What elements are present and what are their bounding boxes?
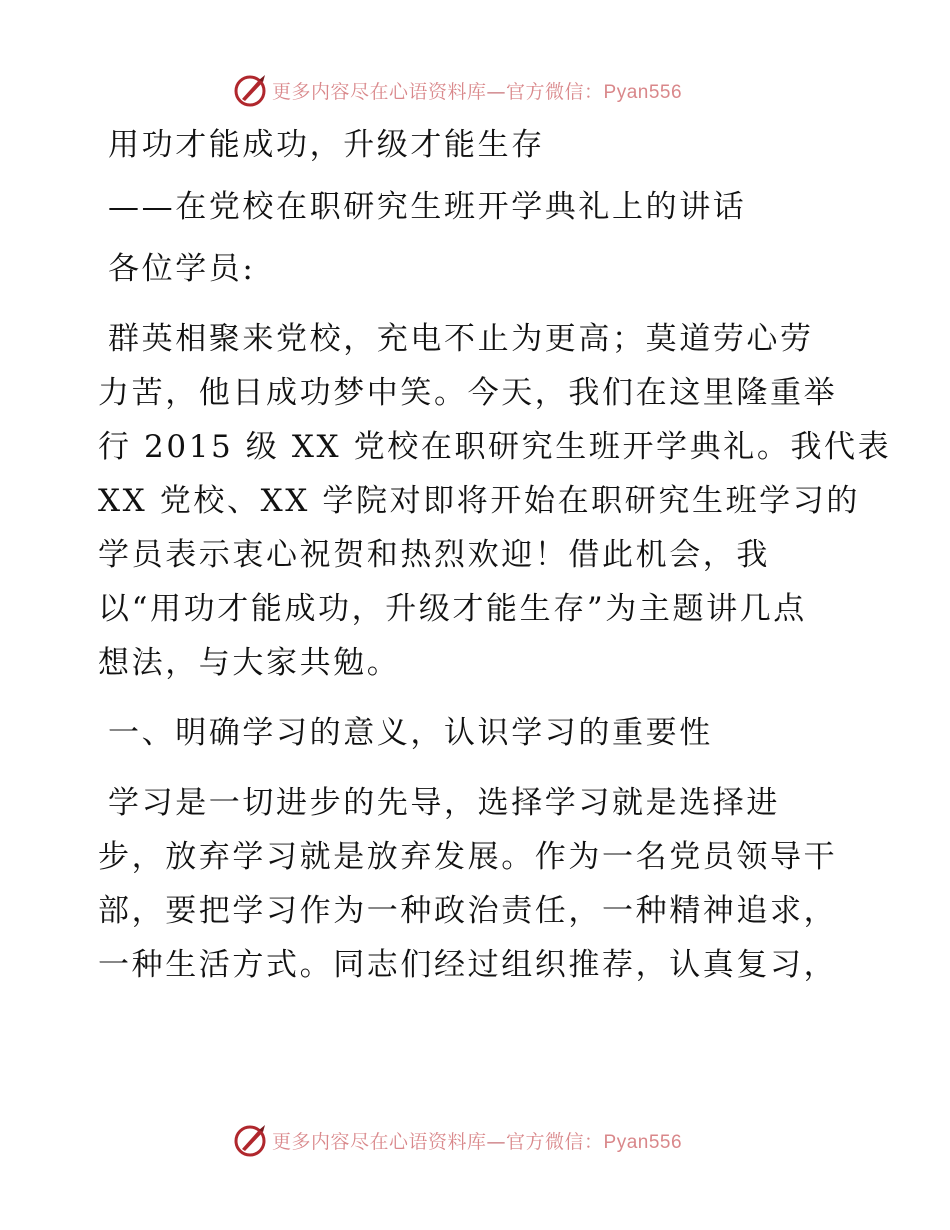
paragraph-line: 力苦，他日成功梦中笑。今天，我们在这里隆重举 <box>98 375 838 411</box>
paragraph-line: 学习是一切进步的先导，选择学习就是选择进 <box>108 785 780 821</box>
paragraph-line: 以“用功才能成功，升级才能生存”为主题讲几点 <box>98 591 807 627</box>
paragraph-line: 想法，与大家共勉。 <box>98 645 401 681</box>
section-heading: 一、明确学习的意义，认识学习的重要性 <box>108 715 713 751</box>
quill-logo-icon <box>232 1122 268 1158</box>
intro-paragraph <box>98 312 892 690</box>
paragraph-line: 部，要把学习作为一种政治责任，一种精神追求， <box>98 893 838 929</box>
paragraph-line: 步，放弃学习就是放弃发展。作为一名党员领导干 <box>98 839 838 875</box>
paragraph-line: XX 党校、XX 学院对即将开始在职研究生班学习的 <box>98 483 860 519</box>
document-subtitle: ——在党校在职研究生班开学典礼上的讲话 <box>108 189 747 225</box>
paragraph-line: 一种生活方式。同志们经过组织推荐，认真复习， <box>98 947 838 983</box>
paragraph-line: 群英相聚来党校，充电不止为更高；莫道劳心劳 <box>108 321 814 357</box>
watermark-banner-top <box>232 70 682 110</box>
watermark-text: 更多内容尽在心语资料库—官方微信：Pyan556 <box>272 1130 683 1153</box>
paragraph-line: 行 2015 级 XX 党校在职研究生班开学典礼。我代表 <box>98 429 892 465</box>
document-body <box>98 118 892 992</box>
document-title: 用功才能成功，升级才能生存 <box>108 127 545 163</box>
salutation: 各位学员: <box>108 251 256 287</box>
paragraph-line: 学员表示衷心祝贺和热烈欢迎！借此机会，我 <box>98 537 770 573</box>
watermark-text: 更多内容尽在心语资料库—官方微信：Pyan556 <box>272 80 683 103</box>
quill-logo-icon <box>232 72 268 108</box>
section1-paragraph <box>98 776 850 992</box>
watermark-banner-bottom <box>232 1120 682 1160</box>
